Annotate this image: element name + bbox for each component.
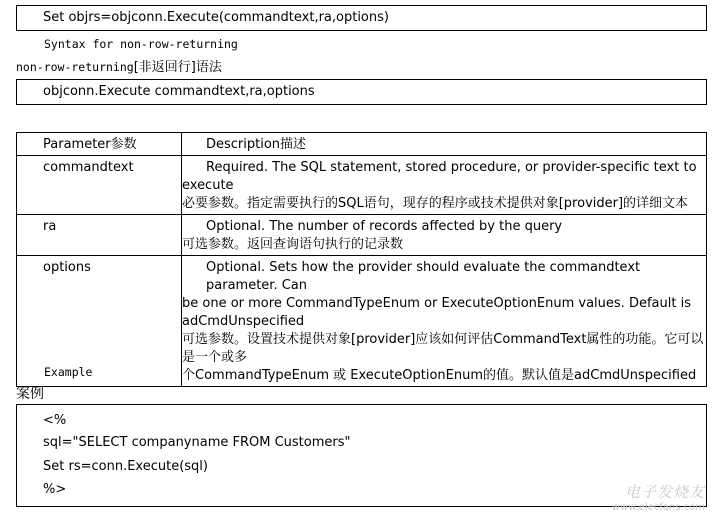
code-line: %> <box>43 482 67 497</box>
watermark-title: 电子发烧友 <box>624 483 705 501</box>
table-row <box>17 215 707 256</box>
code-line: sql="SELECT companyname FROM Customers" <box>43 435 351 450</box>
table-row <box>17 256 707 387</box>
syntax-heading-cn <box>16 56 222 75</box>
header-description <box>182 133 707 156</box>
desc-cn-line: 可选参数。设置技术提供对象[provider]应该如何评估CommandText属性的功能。它可以是一个或多 <box>182 332 704 365</box>
param-description <box>182 156 707 215</box>
code-box-execute-recordset <box>16 5 707 31</box>
table-row <box>17 156 707 215</box>
desc-en-line: adCmdUnspecified <box>182 314 305 329</box>
parameter-table <box>16 132 707 387</box>
param-description <box>182 215 707 256</box>
example-heading: Example <box>44 365 93 379</box>
code-line: <% <box>43 413 67 428</box>
desc-cn-line: 可选参数。返回查询语句执行的记录数 <box>182 237 404 252</box>
syntax-heading-cn-prefix: non-row-returning <box>16 60 134 74</box>
watermark-url: www.elecfans.com <box>611 502 705 513</box>
desc-en-line: execute <box>182 178 234 193</box>
desc-en-line: Optional. Sets how the provider should evaluate the commandtext parameter. Can <box>206 260 641 293</box>
param-name: commandtext <box>17 156 182 215</box>
desc-cn-line: 个CommandTypeEnum 或 ExecuteOptionEnum的值。默认值是adCmdUnspecified <box>182 368 697 383</box>
code-box-execute-non-row <box>16 79 707 105</box>
desc-en-line: Required. The SQL statement, stored procedure, or provider-specific text to <box>206 160 697 175</box>
desc-cn-line: 必要参数。指定需要执行的SQL语句，现存的程序或技术提供对象[provider]的详细文本 <box>182 196 689 211</box>
watermark-logo <box>612 481 705 513</box>
param-name: ra <box>17 215 182 256</box>
desc-en-line: Optional. The number of records affected by the query <box>206 219 563 234</box>
syntax-heading-cn-suffix: [非返回行]语法 <box>133 60 222 75</box>
code-line: Set rs=conn.Execute(sql) <box>43 459 208 474</box>
desc-en-line: be one or more CommandTypeEnum or ExecuteOptionEnum values. Default is <box>182 296 691 311</box>
table-header-row <box>17 133 707 156</box>
param-name: options <box>17 256 182 387</box>
header-parameter: Parameter参数 <box>17 133 182 156</box>
syntax-heading: Syntax for non-row-returning <box>44 37 238 51</box>
param-description <box>182 256 707 387</box>
code-box-example <box>16 404 707 507</box>
header-description-text: Description描述 <box>206 137 307 152</box>
example-heading-cn: 案例 <box>16 386 44 402</box>
code-line: Set objrs=objconn.Execute(commandtext,ra,options) <box>43 10 389 25</box>
code-line: objconn.Execute commandtext,ra,options <box>43 84 315 99</box>
